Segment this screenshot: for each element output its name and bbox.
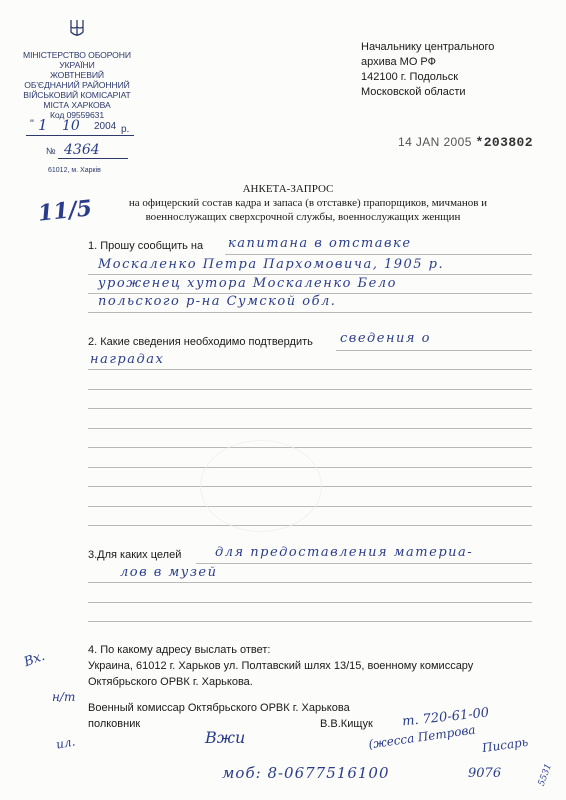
form-title (0, 182, 566, 227)
question-1-answer-line-1: капитана в отставке (228, 236, 412, 251)
question-1-answer-line-2: Москаленко Петра Пархомовича, 1905 р. (98, 257, 445, 272)
question-4-address-line-1: Украина, 61012 г. Харьков ул. Полтавский шлях 13/15, военному комиссару (88, 660, 474, 672)
question-2-answer-line-1: сведения о (340, 331, 431, 346)
question-1-answer-line-4: польского р-на Сумской обл. (98, 294, 337, 309)
question-2-label: 2. Какие сведения необходимо подтвердить (88, 336, 313, 348)
handwritten-mobile-phone: моб: 8-0677516100 (222, 764, 390, 782)
signature-note-name: (жесса Петрова (367, 722, 477, 752)
stamp-date-month: 10 (62, 118, 80, 134)
stamp-date-open-quote: " (30, 118, 34, 130)
addressee-line-4: Московской области (361, 86, 466, 98)
stamp-line-4: ОБ'ЄДНАНИЙ РАЙОННИЙ (24, 80, 130, 90)
registration-number: *203802 (475, 135, 533, 150)
question-3-label: 3.Для каких целей (88, 549, 182, 561)
question-3-answer-line-2: лов в музей (120, 565, 218, 580)
question-1-answer-line-3: уроженец хутора Москаленко Бело (98, 276, 397, 291)
stamp-line-6: МІСТА ХАРКОВА (43, 100, 111, 110)
stamp-footer: 61012, м. Харків (48, 167, 101, 174)
signature-note-clerk: Писарь (481, 734, 530, 756)
signature-title: Военный комиссар Октябрьского ОРВК г. Харькова (88, 702, 350, 714)
stamp-number-label: № (46, 146, 56, 156)
signature-rank: полковник (88, 718, 141, 730)
stamp-number-value: 4364 (64, 142, 100, 158)
corner-number: 5531 (536, 762, 555, 788)
registration-stamp (398, 135, 533, 150)
question-3-answer-line-1: для предоставления материа- (215, 545, 474, 560)
signature-note-phone-ext: т. 720-61-00 (401, 705, 490, 730)
stamp-date-day: 1 (38, 116, 48, 134)
question-1-label: 1. Прошу сообщить на (88, 240, 204, 252)
title-line-2: на офицерский состав кадра и запаса (в отставке) прапорщиков, мичманов и (128, 197, 488, 209)
stamp-line-3: ЖОВТНЕВИЙ (50, 70, 104, 80)
registration-date: 14 JAN 2005 (398, 135, 472, 149)
title-line-1: АНКЕТА-ЗАПРОС (242, 183, 334, 195)
question-2-answer-line-2: наградах (90, 352, 165, 367)
stamp-line-1: МІНІСТЕРСТВО ОБОРОНИ (23, 50, 131, 60)
margin-note: 11/5 (36, 195, 94, 227)
stamp-line-2: УКРАЇНИ (59, 60, 95, 70)
question-4-label: 4. По какому адресу выслать ответ: (88, 644, 271, 656)
title-line-3: военнослужащих сверхсрочной службы, военнослужащих женщин (145, 211, 461, 223)
left-margin-note-2: н/т (52, 690, 76, 704)
stamp-line-5: ВІЙСЬКОВИЙ КОМІСАРІАТ (23, 90, 131, 100)
military-commissariat-stamp (6, 18, 148, 178)
addressee-line-3: 142100 г. Подольск (361, 71, 459, 83)
stamp-code: Код 09559631 (49, 110, 105, 120)
question-4-address-line-2: Октябрьского ОРВК г. Харькова. (88, 676, 253, 688)
handwritten-extra-number: 9076 (468, 766, 502, 781)
addressee-block (361, 40, 494, 100)
left-margin-note-3: ил. (54, 734, 77, 752)
addressee-line-1: Начальнику центрального (361, 41, 495, 53)
left-margin-note-1: Вх. (22, 648, 47, 671)
stamp-date-suffix: р. (121, 124, 130, 135)
question-4-block (88, 642, 473, 690)
faint-seal (200, 440, 322, 532)
signature-name: В.В.Кищук (320, 718, 373, 730)
addressee-line-2: архива МО РФ (361, 56, 437, 68)
stamp-date-year: 2004 (94, 121, 117, 132)
trident-emblem-icon (68, 18, 86, 40)
signature-handwritten: Вжи (205, 728, 246, 747)
